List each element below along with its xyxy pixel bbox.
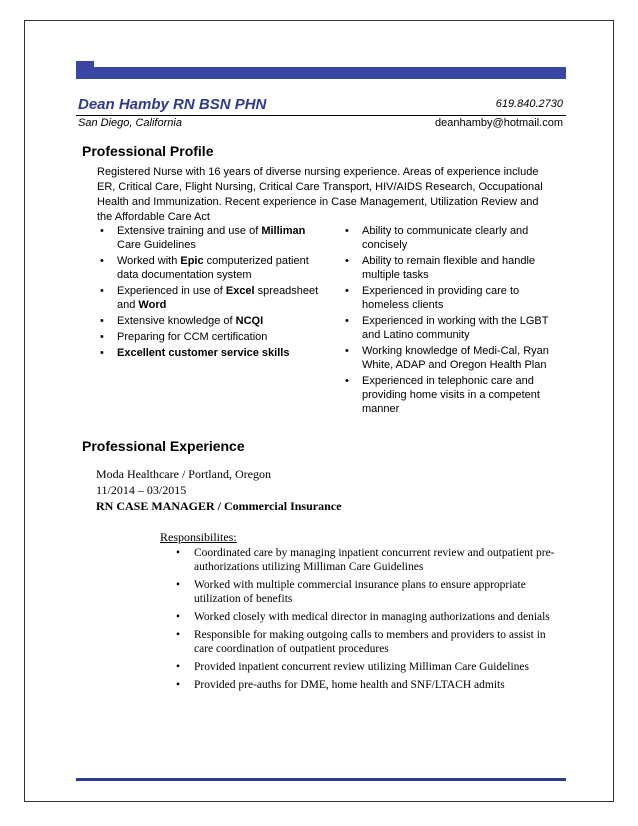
bullet-icon: • bbox=[345, 255, 349, 267]
list-item bbox=[97, 254, 327, 282]
bullet-text: Preparing for CCM certification bbox=[117, 331, 268, 343]
bullet-icon: • bbox=[100, 347, 104, 359]
job-title: RN CASE MANAGER / Commercial Insurance bbox=[96, 499, 342, 513]
bullet-bold: Milliman bbox=[261, 225, 306, 237]
bullet-text: Care Guidelines bbox=[117, 239, 196, 251]
responsibilities-label: Responsibilites: bbox=[160, 530, 237, 544]
phone-number: 619.840.2730 bbox=[495, 98, 563, 110]
email-address: deanhamby@hotmail.com bbox=[435, 117, 563, 129]
bullet-icon: • bbox=[345, 345, 349, 357]
list-item bbox=[174, 660, 564, 674]
bullet-icon: • bbox=[176, 547, 181, 559]
responsibilities-list bbox=[174, 546, 564, 696]
profile-skills-left bbox=[97, 224, 327, 362]
header-rule bbox=[76, 115, 566, 116]
header-accent-bar bbox=[76, 67, 566, 79]
candidate-name: Dean Hamby RN BSN PHN bbox=[78, 96, 267, 113]
list-item bbox=[342, 314, 560, 342]
bullet-icon: • bbox=[345, 225, 349, 237]
responsibility-text: Provided pre-auths for DME, home health and SNF/LTACH admits bbox=[194, 679, 505, 691]
experience-heading: Professional Experience bbox=[82, 438, 245, 454]
list-item bbox=[342, 344, 560, 372]
bullet-icon: • bbox=[100, 315, 104, 327]
list-item bbox=[97, 346, 327, 360]
list-item bbox=[97, 284, 327, 312]
bullet-text: Experienced in use of bbox=[117, 285, 226, 297]
bullet-bold: Excel bbox=[225, 285, 255, 297]
job-entry bbox=[96, 466, 341, 514]
bullet-text: Experienced in providing care to homeless clients bbox=[362, 285, 520, 311]
bullet-text: Extensive training and use of bbox=[117, 225, 262, 237]
bullet-icon: • bbox=[176, 661, 181, 673]
profile-heading: Professional Profile bbox=[82, 143, 214, 159]
list-item bbox=[174, 628, 564, 656]
list-item bbox=[97, 330, 327, 344]
bullet-icon: • bbox=[345, 315, 349, 327]
list-item bbox=[342, 284, 560, 312]
list-item bbox=[342, 374, 560, 416]
footer-accent-bar bbox=[76, 778, 566, 781]
bullet-icon: • bbox=[176, 611, 181, 623]
bullet-icon: • bbox=[100, 285, 104, 297]
bullet-bold: Excellent customer service skills bbox=[117, 347, 290, 359]
bullet-icon: • bbox=[100, 331, 104, 343]
bullet-icon: • bbox=[176, 629, 181, 641]
bullet-icon: • bbox=[345, 375, 349, 387]
list-item bbox=[97, 224, 327, 252]
responsibility-text: Worked with multiple commercial insurance plans to ensure appropriate utilization of benefits bbox=[194, 579, 526, 605]
bullet-icon: • bbox=[176, 579, 181, 591]
bullet-icon: • bbox=[345, 285, 349, 297]
responsibility-text: Responsible for making outgoing calls to members and providers to assist in care coordination of outpatient procedures bbox=[194, 629, 546, 655]
responsibility-text: Coordinated care by managing inpatient concurrent review and outpatient pre-authorizations utilizing Milliman Care Guidelines bbox=[194, 547, 555, 573]
bullet-text: Extensive knowledge of bbox=[117, 315, 236, 327]
list-item bbox=[97, 314, 327, 328]
location: San Diego, California bbox=[78, 117, 182, 129]
bullet-text: Experienced in telephonic care and providing home visits in a competent manner bbox=[362, 375, 540, 415]
bullet-text: Experienced in working with the LGBT and Latino community bbox=[362, 315, 549, 341]
bullet-text: Ability to remain flexible and handle multiple tasks bbox=[362, 255, 536, 281]
bullet-bold: NCQI bbox=[235, 315, 264, 327]
profile-skills-right bbox=[342, 224, 560, 418]
employment-dates: 11/2014 – 03/2015 bbox=[96, 483, 187, 497]
bullet-icon: • bbox=[100, 255, 104, 267]
responsibility-text: Worked closely with medical director in managing authorizations and denials bbox=[194, 611, 550, 623]
employer: Moda Healthcare / Portland, Oregon bbox=[96, 467, 271, 481]
list-item bbox=[174, 678, 564, 692]
list-item bbox=[174, 578, 564, 606]
bullet-bold: Epic bbox=[180, 255, 204, 267]
profile-summary: Registered Nurse with 16 years of diverse nursing experience. Areas of experience include ER, Critical Care, Flight Nursing, Critical Care Transport, HIV/AIDS Research, Occupational Health and Immunization. Recent experience in Case Management, Utilization Review and the Affordable Care Act bbox=[97, 166, 543, 223]
list-item bbox=[174, 610, 564, 624]
bullet-bold: Word bbox=[138, 299, 167, 311]
bullet-text: spreadsheet and bbox=[117, 285, 319, 311]
list-item bbox=[174, 546, 564, 574]
list-item bbox=[342, 254, 560, 282]
bullet-text: Worked with bbox=[117, 255, 181, 267]
bullet-icon: • bbox=[176, 679, 181, 691]
bullet-text: Ability to communicate clearly and concisely bbox=[362, 225, 529, 251]
bullet-icon: • bbox=[100, 225, 104, 237]
bullet-text: computerized patient data documentation system bbox=[117, 255, 309, 281]
list-item bbox=[342, 224, 560, 252]
bullet-text: Working knowledge of Medi-Cal, Ryan White, ADAP and Oregon Health Plan bbox=[362, 345, 549, 371]
responsibility-text: Provided inpatient concurrent review utilizing Milliman Care Guidelines bbox=[194, 661, 530, 673]
